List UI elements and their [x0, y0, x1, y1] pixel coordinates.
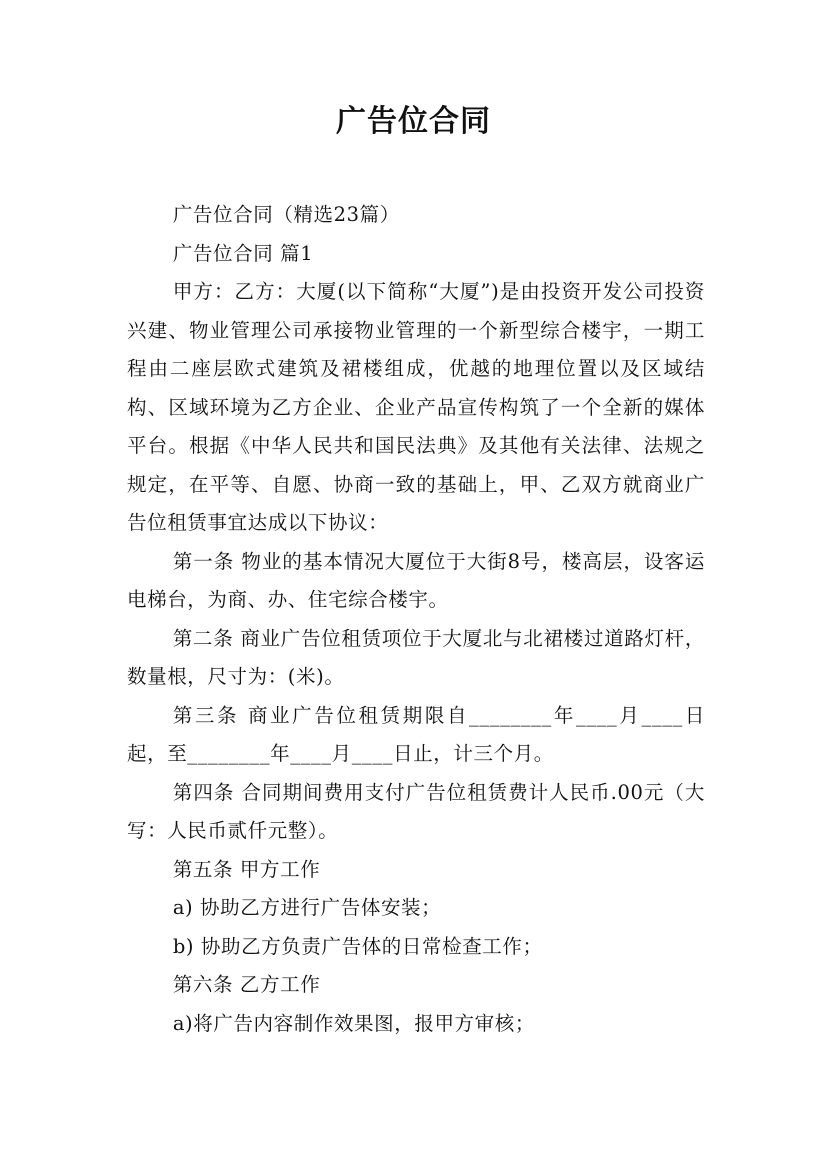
- paragraph-section-heading: 广告位合同 篇1: [172, 241, 314, 265]
- paragraph-article-6-item-a: a)将广告内容制作效果图，报甲方审核；: [172, 1011, 535, 1035]
- paragraph-preamble: 甲方：乙方：大厦(以下简称“大厦”)是由投资开发公司投资兴建、物业管理公司承接物业管理的一个新型综合楼宇，一期工程由二座层欧式建筑及裙楼组成，优越的地理位置以及区域结构、区域环境为乙方企业、企业产品宣传构筑了一个全新的媒体平台。根据《中华人民共和国民法典》及其他有关法律、法规之规定，在平等、自愿、协商一致的基础上，甲、乙双方就商业广告位租赁事宜达成以下协议：: [127, 280, 705, 534]
- paragraph-article-1: 第一条 物业的基本情况大厦位于大街8号，楼高层，设客运电梯台，为商、办、住宅综合楼宇。: [127, 549, 705, 611]
- document-title: 广告位合同: [336, 104, 491, 139]
- paragraph-article-3: 第三条 商业广告位租赁期限自________年____月____日起，至________年____月____日止，计三个月。: [127, 703, 705, 765]
- paragraph-article-5: 第五条 甲方工作: [172, 857, 321, 881]
- paragraph-subtitle: 广告位合同（精选23篇）: [172, 203, 400, 226]
- paragraph-article-2: 第二条 商业广告位租赁项位于大厦北与北裙楼过道路灯杆，数量根，尺寸为：(米)。: [127, 626, 705, 688]
- paragraph-article-5-item-b: b) 协助乙方负责广告体的日常检查工作；: [172, 934, 543, 958]
- document-body: [127, 196, 705, 1043]
- paragraph-article-6: 第六条 乙方工作: [172, 973, 321, 996]
- paragraph-article-4: 第四条 合同期间费用支付广告位租赁费计人民币.00元（大写：人民币贰仟元整）。: [127, 780, 705, 842]
- paragraph-article-5-item-a: a) 协助乙方进行广告体安装；: [172, 896, 442, 919]
